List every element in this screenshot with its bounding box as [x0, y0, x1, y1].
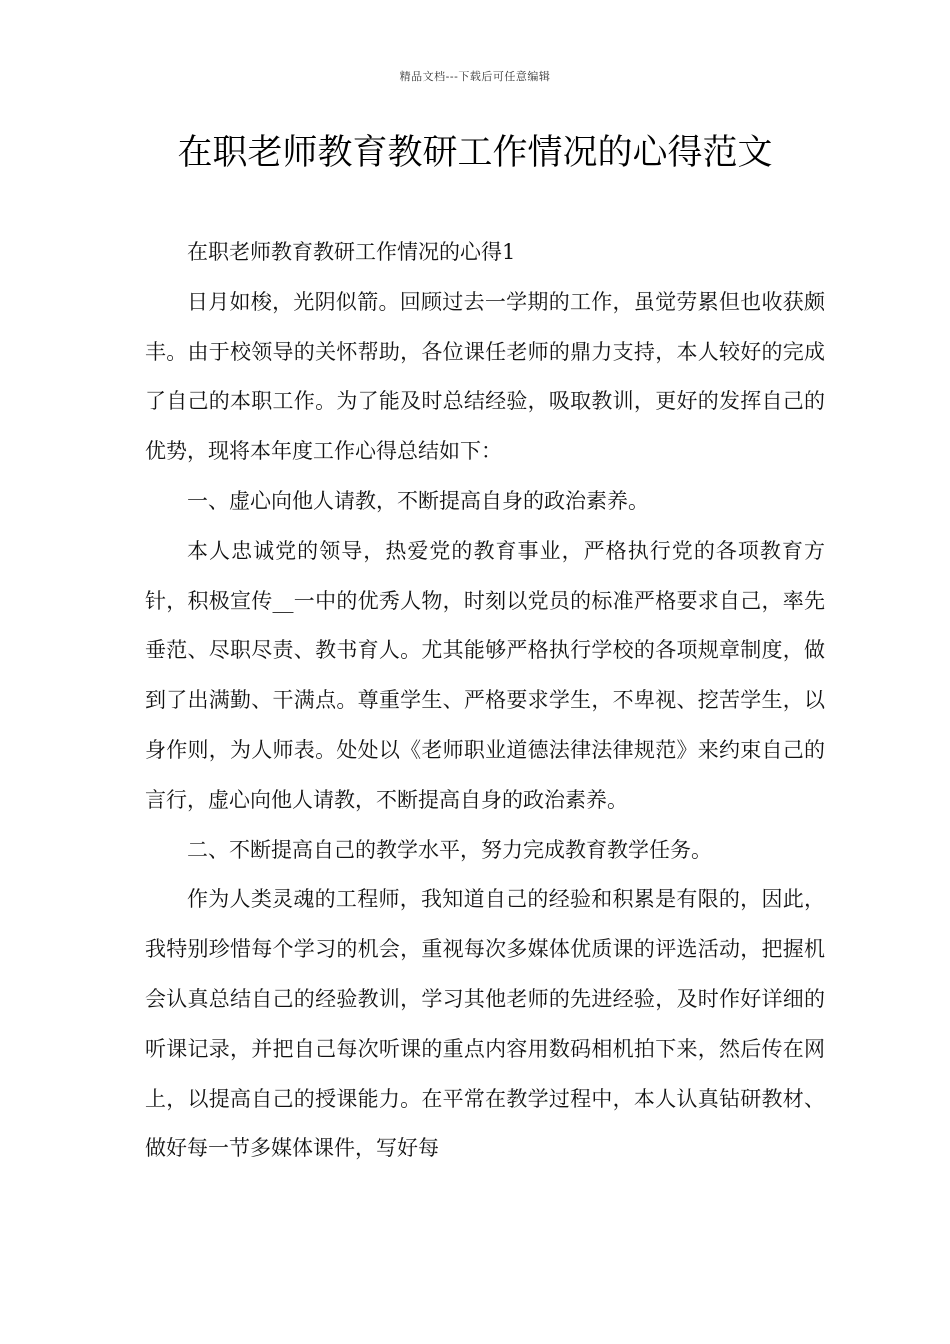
paragraph: 日月如梭，光阴似箭。回顾过去一学期的工作，虽觉劳累但也收获颇丰。由于校领导的关怀帮助，各位课任老师的鼎力支持，本人较好的完成了自己的本职工作。为了能及时总结经验，吸取教训，更好的发挥自己的优势，现将本年度工作心得总结如下：: [145, 289, 825, 464]
paragraph: 作为人类灵魂的工程师，我知道自己的经验和积累是有限的，因此，我特别珍惜每个学习的机会，重视每次多媒体优质课的评选活动，把握机会认真总结自己的经验教训，学习其他老师的先进经验，及时作好详细的听课记录，并把自己每次听课的重点内容用数码相机拍下来，然后传在网上，以提高自己的授课能力。在平常在教学过程中，本人认真钻研教材、做好每一节多媒体课件，写好每: [145, 887, 825, 1161]
section-heading: 一、虚心向他人请教，不断提高自身的政治素养。: [187, 488, 649, 513]
section-heading: 在职老师教育教研工作情况的心得1: [187, 240, 516, 264]
document-body: [145, 228, 825, 1174]
paragraph: 本人忠诚党的领导，热爱党的教育事业，严格执行党的各项教育方针，积极宣传__一中的优秀人物，时刻以党员的标准严格要求自己，率先垂范、尽职尽责、教书育人。尤其能够严格执行学校的各项规章制度，做到了出满勤、干满点。尊重学生、严格要求学生，不卑视、挖苦学生，以身作则，为人师表。处处以《老师职业道德法律法律规范》来约束自己的言行，虚心向他人请教，不断提高自身的政治素养。: [145, 538, 825, 812]
document-title: 在职老师教育教研工作情况的心得范文: [177, 133, 773, 173]
header-note: 精品文档---下载后可任意编辑: [399, 70, 551, 83]
section-heading: 二、不断提高自己的教学水平，努力完成教育教学任务。: [187, 837, 712, 862]
